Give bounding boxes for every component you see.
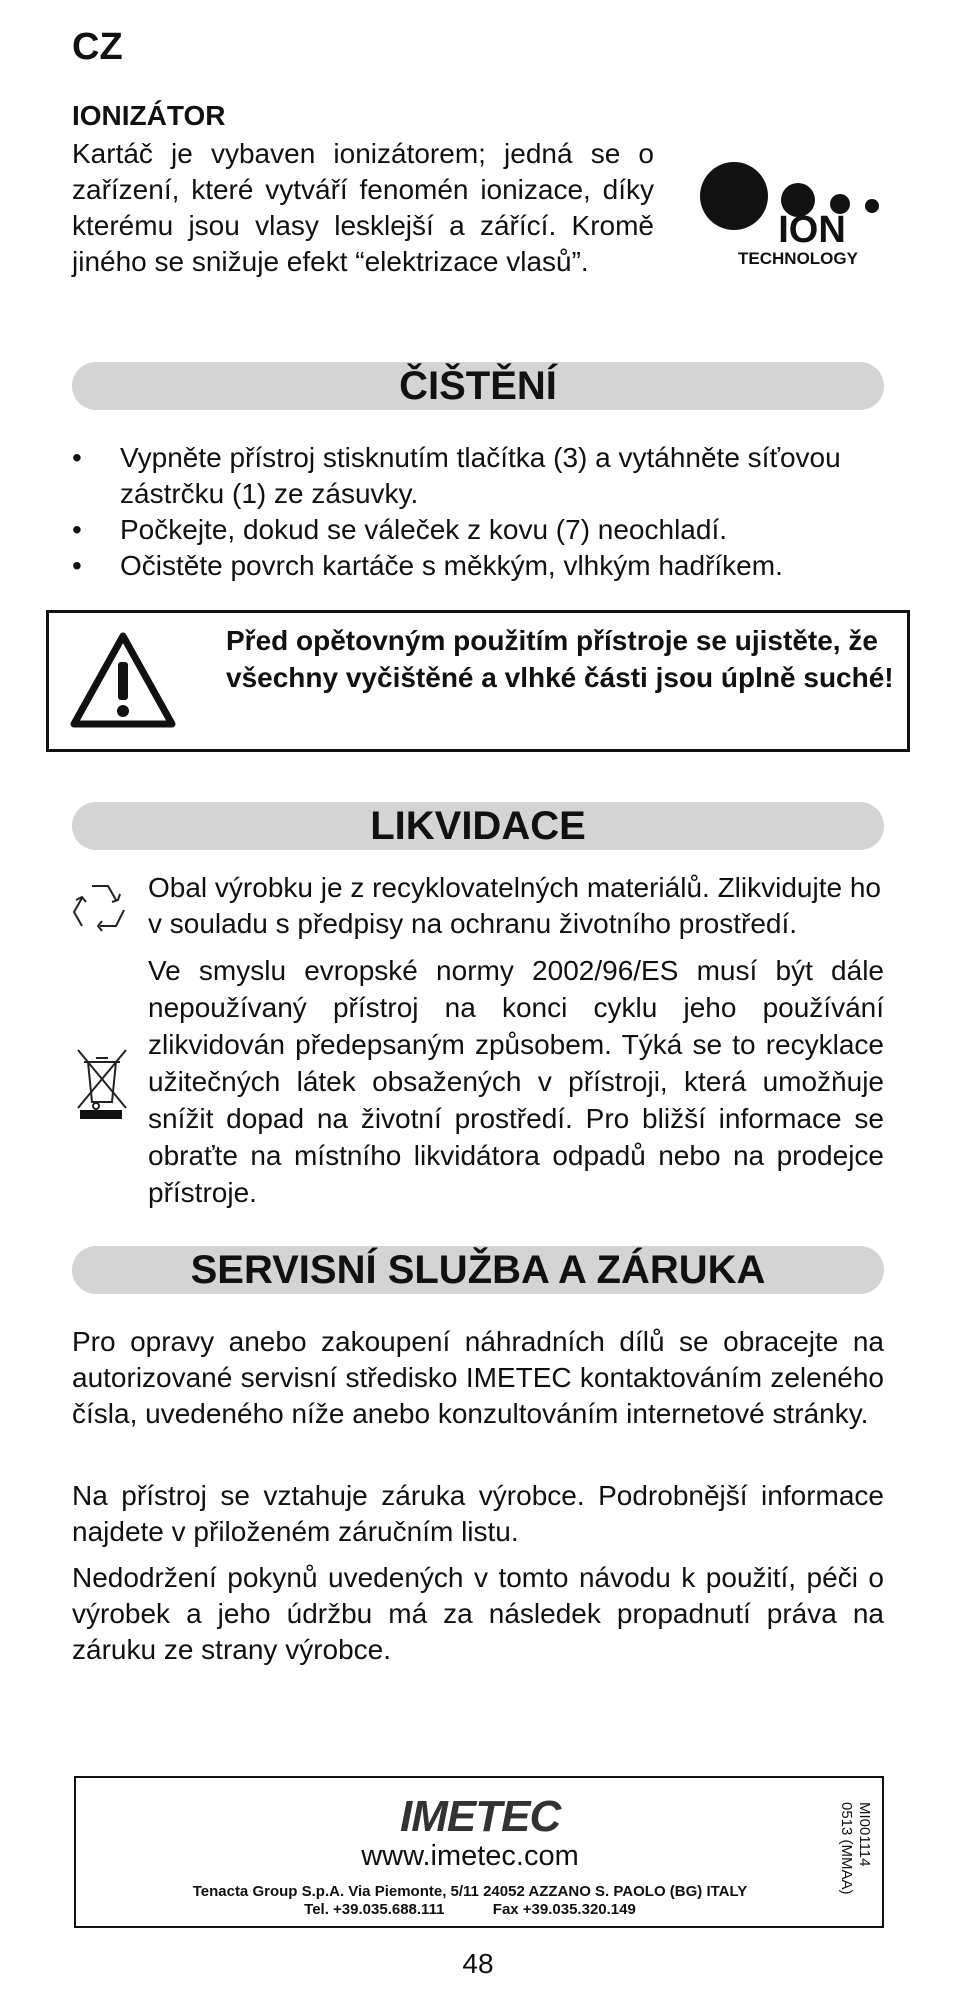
fax-number: Fax +39.035.320.149 (492, 1901, 636, 1918)
cleaning-step: • Vypněte přístroj stisknutím tlačítka (3) a vytáhněte síťovou zástrčku (1) ze zásuvky. (72, 440, 892, 512)
language-code: CZ (72, 26, 123, 68)
warning-text: Před opětovným použitím přístroje se ujistěte, že všechny vyčištěné a vlhké části jsou úplně suché! (226, 625, 894, 693)
cleaning-step: • Počkejte, dokud se váleček z kovu (7) neochladí. (72, 512, 892, 548)
company-address (90, 1883, 850, 1919)
warning-triangle-icon (68, 630, 178, 730)
service-paragraph: Na přístroj se vztahuje záruka výrobce. Podrobnější informace najdete v přiloženém záručním listu. (72, 1480, 884, 1547)
phone-fax-line (90, 1901, 850, 1919)
cleaning-step: • Očistěte povrch kartáče s měkkým, vlhkým hadříkem. (72, 548, 892, 584)
address-line: Tenacta Group S.p.A. Via Piemonte, 5/11 24052 AZZANO S. PAOLO (BG) ITALY (192, 1883, 748, 1900)
doc-date: 0513 (MMAA) (838, 1802, 855, 1895)
recycle-icon (70, 880, 130, 938)
weee-bar (80, 1110, 122, 1119)
weee-disposal-text: Ve smyslu evropské normy 2002/96/ES musí být dále nepoužívaný přístroj na konci cyklu jeho používání zlikvidován předepsaným způsobem. Týká se to recyklace užitečných látek obsažených v přístroji, která umožňuje snížit dopad na životní prostředí. Pro bližší informace se obraťte na místního likvidátora odpadů nebo na prodejce přístroje. (148, 955, 884, 1208)
ion-technology-logo (700, 162, 896, 272)
ion-logo-word: ION (778, 209, 846, 251)
ion-dot-large (700, 162, 768, 230)
phone-number: Tel. +39.035.688.111 (304, 1901, 445, 1918)
ionizer-title: IONIZÁTOR (72, 100, 226, 131)
section-heading-cleaning: ČIŠTĚNÍ (72, 362, 884, 410)
website-url[interactable]: www.imetec.com (361, 1840, 579, 1872)
service-paragraph: Pro opravy anebo zakoupení náhradních dílů se obracejte na autorizované servisní středisko IMETEC kontaktováním zeleného čísla, uvedeného níže anebo konzultováním internetové stránky. (72, 1326, 884, 1429)
cleaning-steps-list (72, 440, 892, 584)
section-heading-disposal: LIKVIDACE (72, 802, 884, 850)
ion-logo-subword: TECHNOLOGY (738, 249, 858, 268)
ion-dot-tiny (865, 199, 879, 213)
packaging-recycling-text: Obal výrobku je z recyklovatelných materiálů. Zlikvidujte ho v souladu s předpisy na ochranu životního prostředí. (148, 872, 881, 939)
section-heading-service: SERVISNÍ SLUŽBA A ZÁRUKA (72, 1246, 884, 1294)
ionizer-description: Kartáč je vybaven ionizátorem; jedná se o zařízení, které vytváří fenomén ionizace, díky kterému jsou vlasy lesklejší a zářící. Kromě jiného se snižuje efekt “elektrizace vlasů”. (72, 138, 654, 277)
doc-code: MI001114 (856, 1802, 873, 1867)
page-number: 48 (462, 1948, 494, 1979)
document-code (834, 1800, 874, 1910)
service-paragraph: Nedodržení pokynů uvedených v tomto návodu k použití, péči o výrobek a jeho údržbu má za následek propadnutí práva na záruku ze strany výrobce. (72, 1562, 884, 1665)
imetec-logo: IMETEC (400, 1792, 561, 1841)
